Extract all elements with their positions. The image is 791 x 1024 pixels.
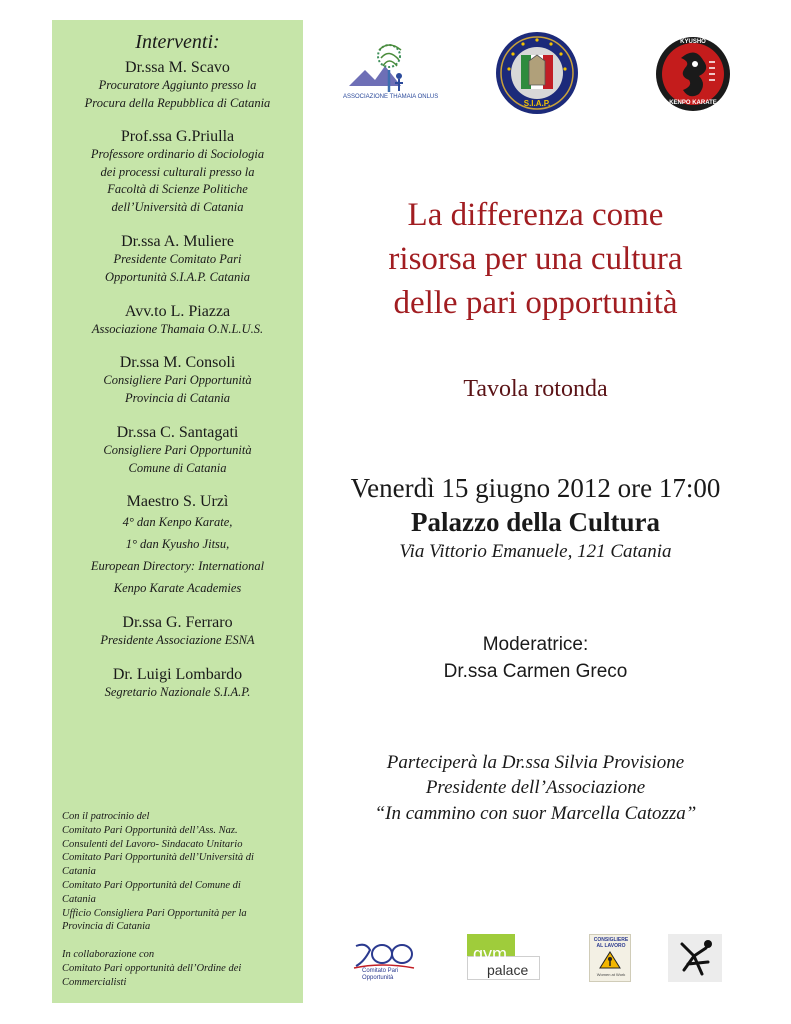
speaker-role: Comune di Catania [128, 460, 227, 475]
patronage-line: Comitato Pari Opportunità del Comune di [62, 879, 241, 891]
speaker-name: Maestro S. Urzì [126, 493, 229, 510]
speaker-name: Dr.ssa M. Consoli [119, 354, 236, 371]
patronage-line: In collaborazione con [62, 948, 155, 960]
speaker-muliere [52, 232, 303, 286]
speaker-santagati [52, 423, 303, 477]
speaker-consoli [52, 353, 303, 407]
speaker-role: Presidente Comitato Pari [113, 252, 242, 266]
speaker-lombardo [52, 665, 303, 702]
guest-line: “In cammino con suor Marcella Catozza” [374, 803, 697, 824]
speaker-role: European Directory: International [90, 559, 265, 573]
consigliere-text: CONSIGLIERE AL LAVORO [593, 937, 629, 949]
women-at-work-text: Women at Work [596, 972, 626, 977]
speaker-role: Procura della Repubblica di Catania [84, 95, 271, 110]
speaker-name: Prof.ssa G.Priulla [120, 128, 235, 145]
patronage-line: Consulenti del Lavoro- Sindacato Unitario [62, 838, 243, 850]
patronage-line: Provincia di Catania [62, 921, 151, 933]
title-line: delle pari opportunità [393, 285, 678, 321]
speaker-priulla [52, 127, 303, 216]
speaker-name: Dr.ssa G. Ferraro [122, 614, 233, 631]
speaker-name: Avv.to L. Piazza [124, 303, 231, 320]
patronage-line: Ufficio Consigliera Pari Opportunità per la [62, 907, 247, 919]
sidebar-title: Interventi: [135, 31, 220, 53]
thamaia-logo [343, 36, 439, 110]
event-datetime: Venerdì 15 giugno 2012 ore 17:00 [350, 473, 721, 503]
event-subtitle: Tavola rotonda [463, 376, 608, 402]
guest-line: Presidente dell’Associazione [425, 777, 646, 798]
comitato-caption: Comitato Pari Opportunità [362, 968, 399, 981]
speaker-role: Segretario Nazionale S.I.A.P. [104, 685, 251, 699]
guest-line: Parteciperà la Dr.ssa Silvia Provisione [386, 752, 685, 773]
speaker-role: 1° dan Kyusho Jitsu, [125, 537, 230, 551]
speaker-role: Procuratore Aggiunto presso la [98, 78, 257, 92]
dancer-symbol-logo [668, 934, 722, 982]
patronage-line: Catania [62, 866, 96, 878]
patronage-line: Commercialisti [62, 976, 127, 988]
patronage-spacer [62, 934, 298, 948]
moderator-name: Dr.ssa Carmen Greco [443, 661, 628, 682]
patronage-line: Con il patrocinio del [62, 811, 150, 822]
siap-caption: S.I.A.P. [523, 99, 551, 108]
palace-text: palace [487, 962, 529, 978]
patronage-line: Comitato Pari Opportunità dell’Università di [62, 852, 254, 864]
speaker-role: 4° dan Kenpo Karate, [122, 515, 233, 529]
event-title [325, 193, 746, 325]
title-line: La differenza come [407, 197, 664, 233]
kenpo-karate-logo [655, 36, 731, 112]
patronage-line: Catania [62, 893, 96, 905]
title-line: risorsa per una cultura [388, 241, 683, 277]
consigliere-lavoro-logo [589, 934, 631, 982]
speaker-role: dei processi culturali presso la [100, 164, 255, 179]
speaker-piazza [52, 302, 303, 339]
thamaia-caption: ASSOCIAZIONE THAMAIA ONLUS [343, 94, 439, 100]
gym-palace-logo [467, 934, 540, 980]
moderator-label: Moderatrice: [482, 634, 589, 655]
comitato-pari-opportunita-logo [352, 940, 416, 982]
warning-sign-icon [599, 951, 621, 969]
speaker-name: Dr.ssa A. Muliere [121, 233, 234, 250]
speakers-sidebar [52, 20, 303, 1003]
speaker-role: Facoltà di Scienze Politiche [107, 182, 248, 196]
event-address: Via Vittorio Emanuele, 121 Catania [399, 541, 672, 562]
siap-logo [495, 31, 579, 115]
speaker-name: Dr.ssa M. Scavo [125, 59, 230, 76]
speaker-scavo [52, 58, 303, 112]
patronage-line: Comitato Pari opportunità dell’Ordine dei [62, 962, 242, 974]
speaker-name: Dr. Luigi Lombardo [112, 666, 243, 683]
kenpo-top-text: KYUSHO [680, 39, 706, 45]
speaker-role: Presidente Associazione ESNA [100, 633, 255, 647]
speaker-role: Consigliere Pari Opportunità [103, 373, 252, 387]
speaker-role: Consigliere Pari Opportunità [103, 443, 252, 457]
speaker-role: Opportunità S.I.A.P. Catania [105, 269, 250, 284]
speaker-ferraro [52, 613, 303, 650]
gym-text: gym [473, 944, 508, 964]
speaker-name: Dr.ssa C. Santagati [116, 424, 239, 441]
speaker-role: Provincia di Catania [124, 390, 231, 405]
speaker-role: Kenpo Karate Academies [113, 581, 242, 595]
speaker-role: Professore ordinario di Sociologia [90, 147, 265, 161]
kenpo-bottom-text: KENPO KARATE [669, 100, 717, 106]
patronage-block [62, 810, 298, 989]
event-venue: Palazzo della Cultura [411, 507, 660, 537]
patronage-line: Comitato Pari Opportunità dell’Ass. Naz. [62, 824, 238, 836]
speaker-role: Associazione Thamaia O.N.L.U.S. [91, 322, 264, 336]
speaker-urzi [52, 492, 303, 599]
speaker-role: dell’Università di Catania [111, 199, 244, 214]
